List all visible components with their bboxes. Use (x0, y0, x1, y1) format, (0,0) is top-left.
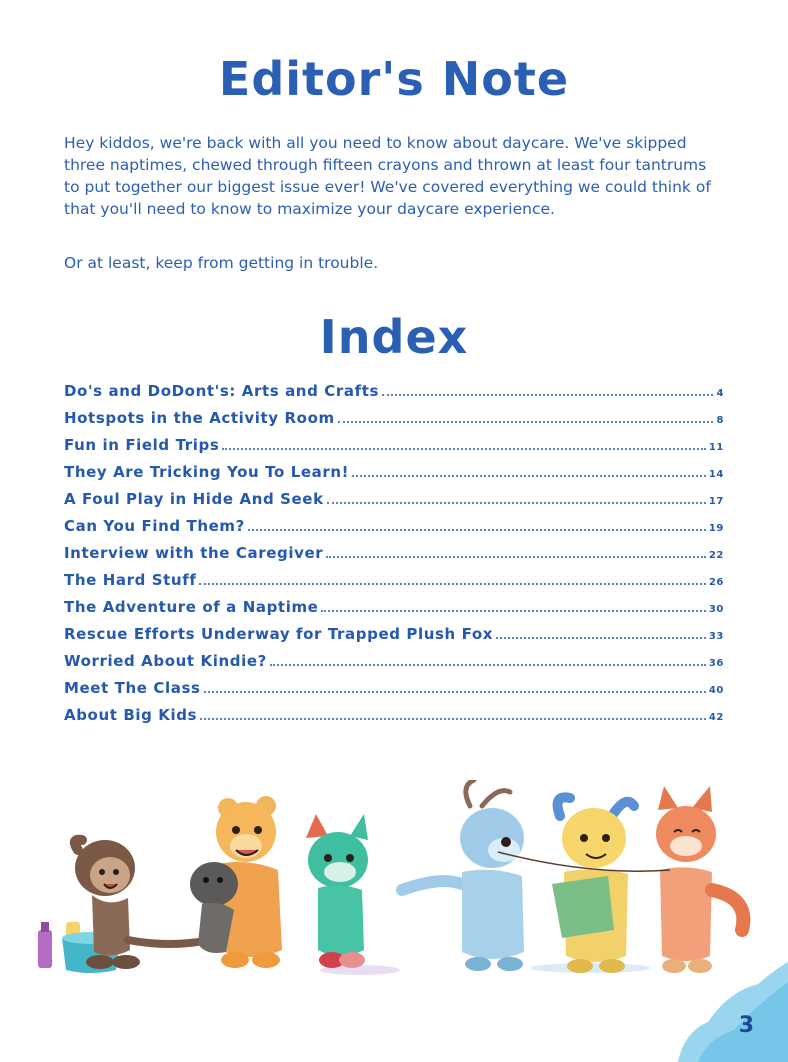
index-entry[interactable] (64, 409, 724, 436)
watercolor-splash (678, 962, 788, 1062)
index-entry[interactable] (64, 652, 724, 679)
dot-leader (204, 690, 706, 693)
editor-note-title: Editor's Note (218, 52, 570, 106)
index-entry-page: 40 (708, 685, 724, 696)
index-entry-title: The Hard Stuff (64, 571, 197, 589)
dot-leader (199, 582, 705, 585)
yellow-dog-character (552, 797, 634, 973)
dot-leader (326, 555, 706, 558)
index-entry-page: 4 (716, 388, 724, 399)
teal-dog-character (306, 814, 368, 968)
dot-leader (352, 474, 706, 477)
dot-leader (321, 609, 705, 612)
deer-character (402, 780, 524, 971)
dot-leader (382, 393, 713, 396)
index-entry-page: 14 (708, 469, 724, 480)
dot-leader (327, 501, 706, 504)
index-entry-page: 17 (708, 496, 724, 507)
index-entry-page: 30 (708, 604, 724, 615)
index-entry-page: 36 (708, 658, 724, 669)
lion-cub-character (75, 840, 210, 969)
index-entry-page: 26 (708, 577, 724, 588)
index-entry-page: 19 (708, 523, 724, 534)
index-entry-title: Rescue Efforts Underway for Trapped Plush Fox (64, 625, 494, 643)
intro-paragraph: Hey kiddos, we're back with all you need to know about daycare. We've skipped three naptimes, chewed through fifteen crayons and thrown at least four tantrums to put together our biggest issue ever! We've covered everything we could think of that you'll need to know to maximize your daycare experience. (64, 134, 711, 218)
dot-leader (496, 636, 706, 639)
page-number: 3 (738, 1013, 754, 1038)
index-entry-page: 11 (708, 442, 724, 453)
dot-leader (222, 447, 706, 450)
index-entry-page: 22 (708, 550, 724, 561)
index-entry[interactable] (64, 517, 724, 544)
index-entry-title: They Are Tricking You To Learn! (64, 463, 350, 481)
index-entry[interactable] (64, 571, 724, 598)
index-entry-title: Worried About Kindie? (64, 652, 267, 670)
index-entry-page: 8 (716, 415, 724, 426)
index-entry-title: Fun in Field Trips (64, 436, 220, 454)
daycare-animal-kids-illustration (30, 780, 760, 1010)
index-entry-page: 33 (708, 631, 724, 642)
index-entry-title: Interview with the Caregiver (64, 544, 324, 562)
followup-paragraph: Or at least, keep from getting in trouble. (64, 254, 379, 272)
index-entry-title: A Foul Play in Hide And Seek (64, 490, 324, 508)
dot-leader (200, 717, 706, 720)
dot-leader (338, 420, 714, 423)
index-entry-title: Meet The Class (64, 679, 201, 697)
index-list (64, 382, 724, 733)
index-title: Index (319, 310, 469, 364)
index-entry[interactable] (64, 436, 724, 463)
index-entry[interactable] (64, 544, 724, 571)
index-entry-title: Can You Find Them? (64, 517, 245, 535)
index-entry-title: About Big Kids (64, 706, 198, 724)
index-entry[interactable] (64, 679, 724, 706)
index-entry-title: Do's and DoDont's: Arts and Crafts (64, 382, 380, 400)
dot-leader (248, 528, 706, 531)
index-entry[interactable] (64, 598, 724, 625)
index-entry-page: 42 (708, 712, 724, 723)
index-entry-title: Hotspots in the Activity Room (64, 409, 335, 427)
index-entry[interactable] (64, 706, 724, 733)
index-entry[interactable] (64, 625, 724, 652)
index-entry-title: The Adventure of a Naptime (64, 598, 319, 616)
bear-character (190, 796, 282, 968)
dot-leader (270, 663, 706, 666)
index-entry[interactable] (64, 382, 724, 409)
index-entry[interactable] (64, 463, 724, 490)
index-entry[interactable] (64, 490, 724, 517)
